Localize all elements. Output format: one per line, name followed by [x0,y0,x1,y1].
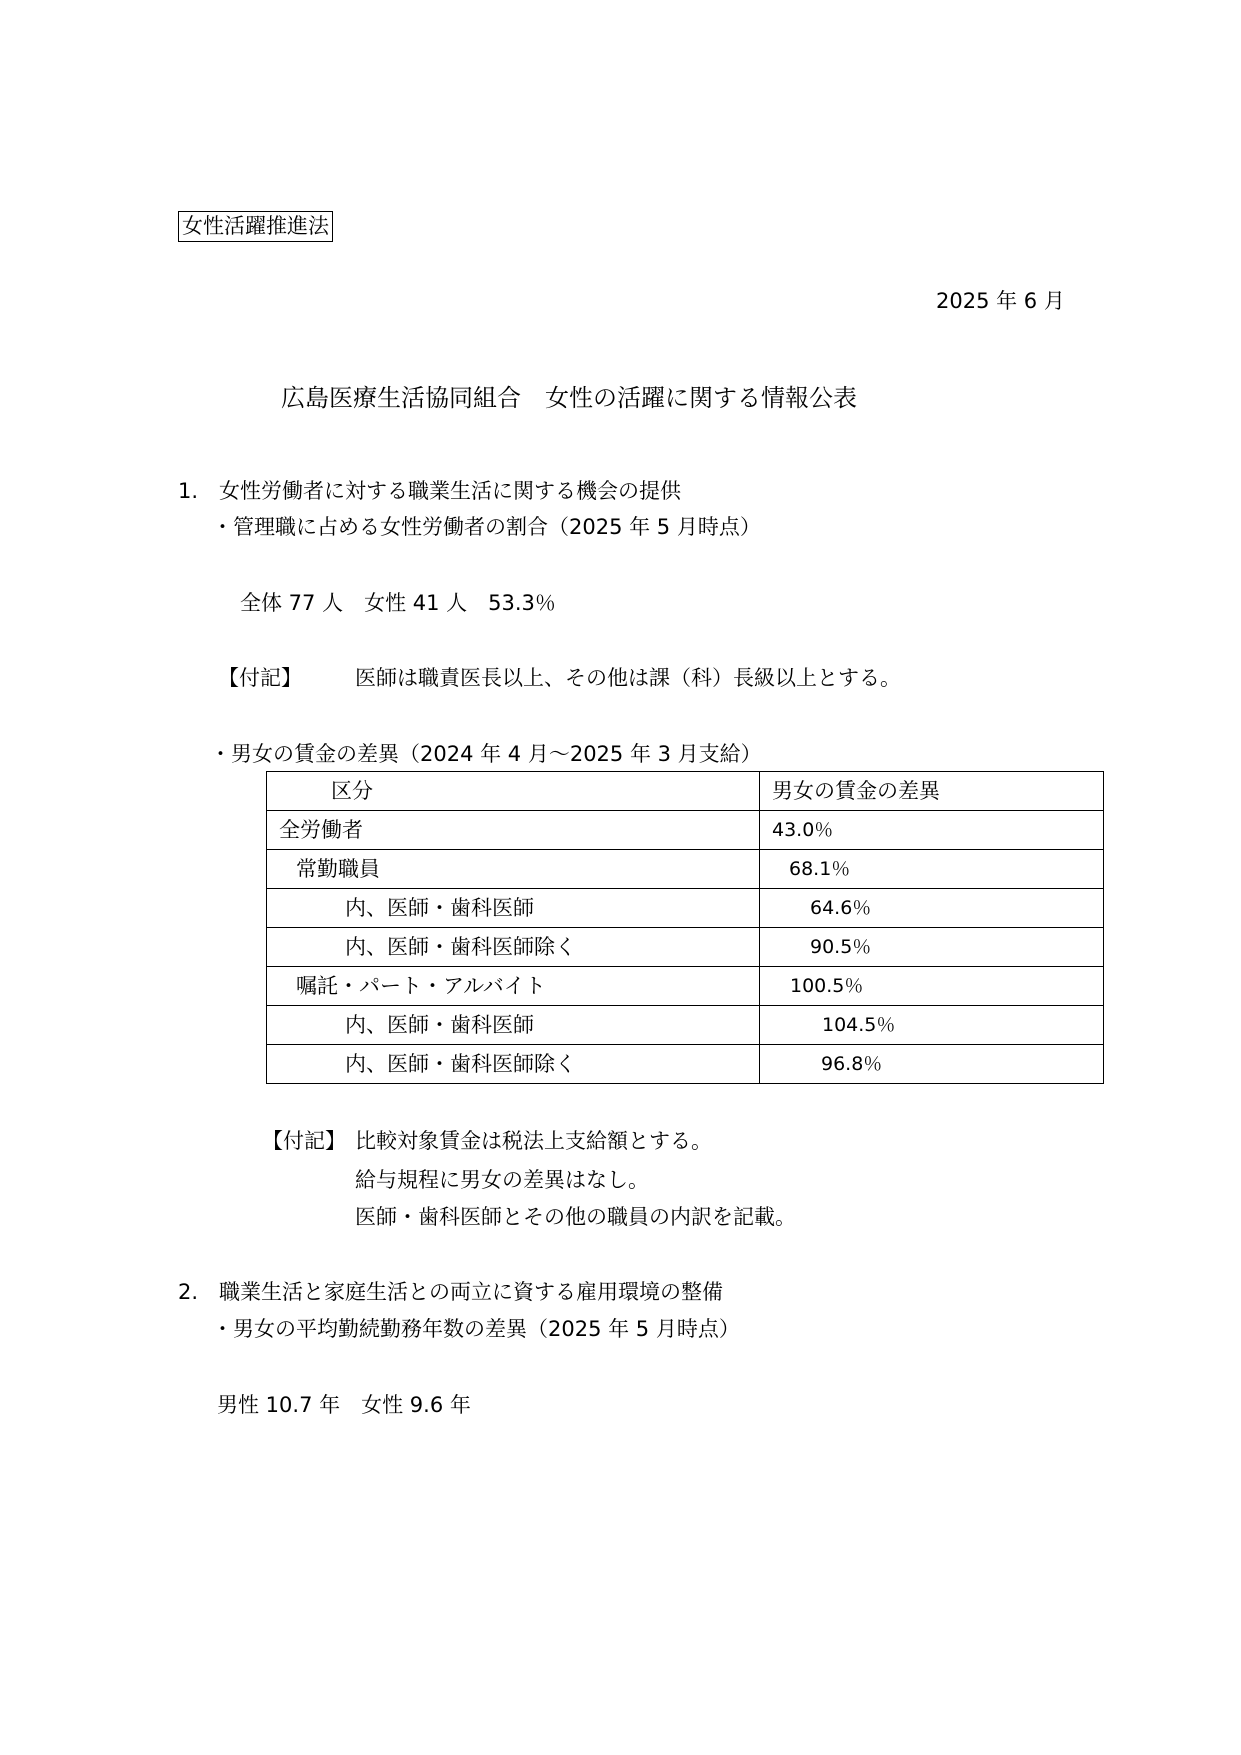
row-category: 内、医師・歯科医師 [267,889,760,928]
section1-subheading: ・管理職に占める女性労働者の割合（2025 年 5 月時点） [212,515,761,539]
wage-gap-table [266,771,1104,1084]
table-row [267,967,1104,1006]
table-header-row [267,772,1104,811]
law-tag: 女性活躍推進法 [178,211,333,242]
row-category: 内、医師・歯科医師除く [267,928,760,967]
table-row [267,811,1104,850]
table-row [267,1006,1104,1045]
wage-note-label: 【付記】 [262,1129,346,1153]
section2-heading: 2. 職業生活と家庭生活との両立に資する雇用環境の整備 [178,1280,724,1304]
table-row [267,928,1104,967]
row-value: 104.5％ [760,1006,1104,1045]
manager-ratio-totals: 全体 77 人 女性 41 人 53.3％ [240,591,556,615]
header-value: 男女の賃金の差異 [760,772,1104,811]
row-category: 内、医師・歯科医師除く [267,1045,760,1084]
table-row [267,850,1104,889]
tenure-values: 男性 10.7 年 女性 9.6 年 [217,1393,471,1417]
row-category: 内、医師・歯科医師 [267,1006,760,1045]
table-row [267,1045,1104,1084]
row-value: 100.5％ [760,967,1104,1006]
wage-gap-heading: ・男女の賃金の差異（2024 年 4 月～2025 年 3 月支給） [210,742,762,766]
publication-date: 2025 年 6 月 [936,289,1065,313]
wage-note-line: 医師・歯科医師とその他の職員の内訳を記載。 [355,1205,796,1229]
page-title: 広島医療生活協同組合 女性の活躍に関する情報公表 [281,384,857,412]
section1-heading: 1. 女性労働者に対する職業生活に関する機会の提供 [178,479,682,503]
header-category: 区分 [267,772,760,811]
table-row [267,889,1104,928]
row-value: 43.0％ [760,811,1104,850]
row-category: 全労働者 [267,811,760,850]
wage-note-line: 比較対象賃金は税法上支給額とする。 [355,1129,712,1153]
wage-note-line: 給与規程に男女の差異はなし。 [355,1168,649,1192]
section2-subheading: ・男女の平均勤続勤務年数の差異（2025 年 5 月時点） [212,1317,740,1341]
row-category: 嘱託・パート・アルバイト [267,967,760,1006]
section1-note-label: 【付記】 [218,666,302,690]
section1-note-text: 医師は職責医長以上、その他は課（科）長級以上とする。 [355,666,901,690]
row-value: 68.1％ [760,850,1104,889]
row-value: 64.6％ [760,889,1104,928]
row-value: 96.8％ [760,1045,1104,1084]
row-value: 90.5％ [760,928,1104,967]
row-category: 常勤職員 [267,850,760,889]
